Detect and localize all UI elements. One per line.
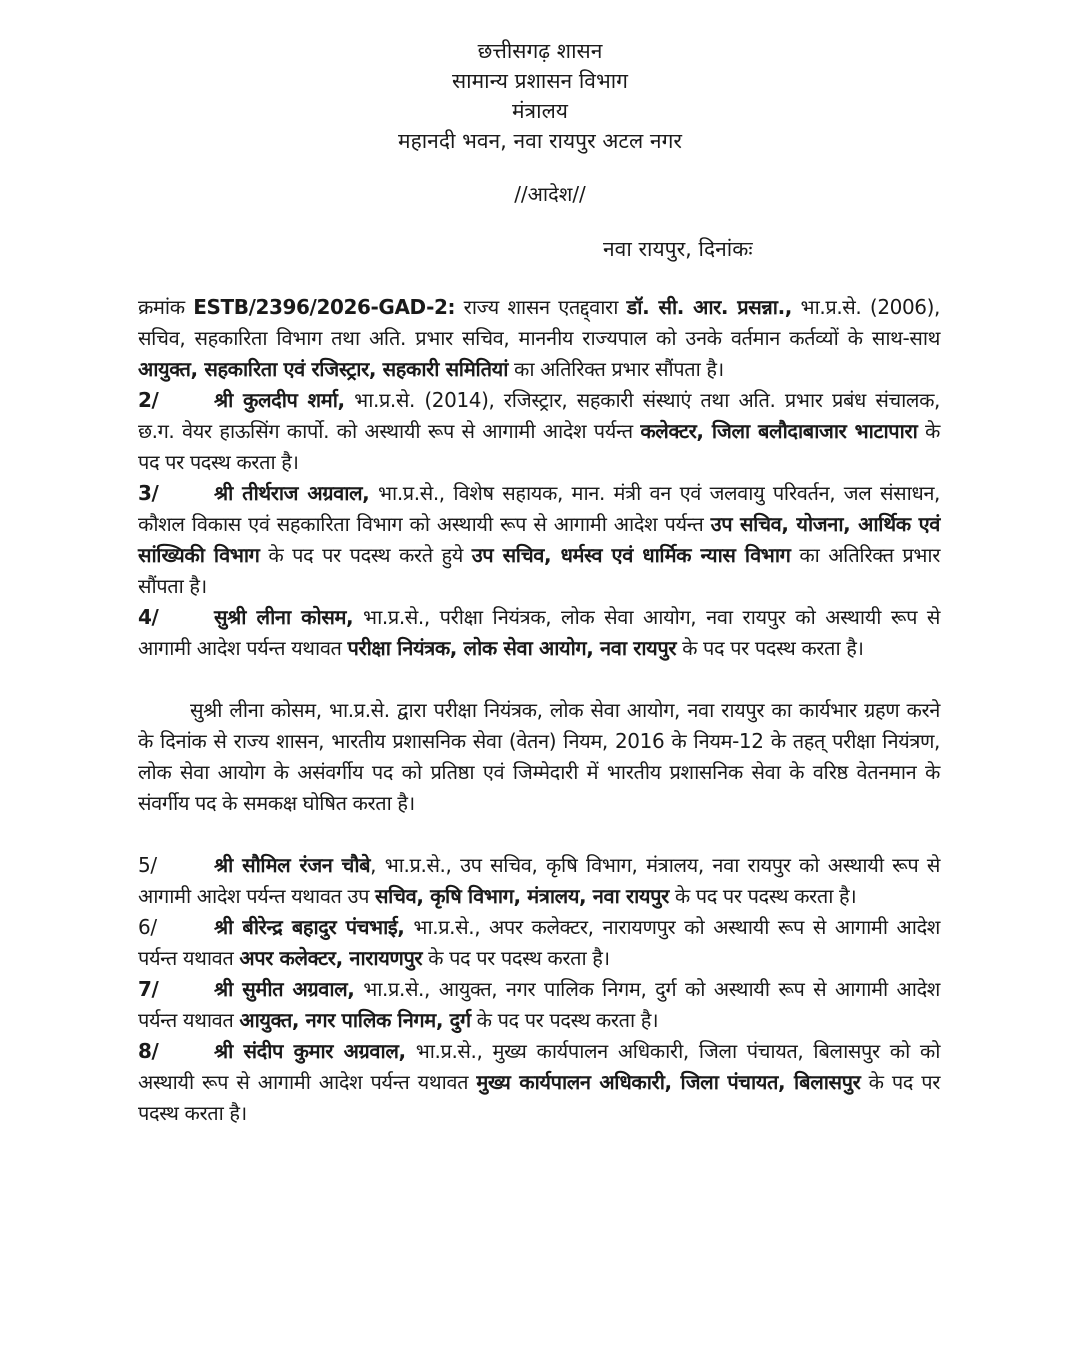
text: भा.प्र.से., अपर कलेक्टर, नारायणपुर को अस्थायी रूप से आगामी आदेश पर्यन्त यथावत (138, 915, 941, 970)
text: के पद पर पदस्थ करता है। (676, 636, 864, 660)
item-number: 2/ (138, 388, 159, 412)
dateline: नवा रायपुर, दिनांकः (603, 237, 753, 261)
posting: उप सचिव, योजना, आर्थिक एवं सांख्यिकी विभाग (138, 512, 940, 567)
officer-name: श्री सौमिल रंजन चौबे (214, 853, 371, 877)
department-name: सामान्य प्रशासन विभाग (451, 69, 629, 93)
officer-name: श्री सुमीत अग्रवाल, (214, 977, 355, 1001)
item-number: 7/ (138, 977, 159, 1001)
paragraph-4-note: सुश्री लीना कोसम, भा.प्र.से. द्वारा परीक्षा नियंत्रक, लोक सेवा आयोग, नवा रायपुर का कार्यभार ग्रहण करने के दिनांक से राज्य शासन, भारतीय प्रशासनिक सेवा (वेतन) नियम, 2016 के नियम-12 के तहत् परीक्षा नियंत्रण, लोक सेवा आयोग के असंवर्गीय पद को प्रतिष्ठा एवं जिम्मेदारी में भारतीय प्रशासनिक सेवा के वरिष्ठ वेतनमान के संवर्गीय पद के समकक्ष घोषित करता है। (138, 698, 940, 815)
posting: अपर कलेक्टर, नारायणपुर (239, 946, 423, 970)
text: के पद पर पदस्थ करता है। (470, 1008, 659, 1032)
text: भा.प्र.से. (2006), सचिव, सहकारिता विभाग तथा अति. प्रभार सचिव, माननीय राज्यपाल को उनके वर्तमान कर्तव्यों के साथ-साथ (138, 295, 940, 350)
paragraph-2 (138, 385, 940, 478)
posting: मुख्य कार्यपालन अधिकारी, जिला पंचायत, बिलासपुर (476, 1070, 861, 1094)
text: के पद पर पदस्थ करता है। (138, 1070, 940, 1125)
text: , भा.प्र.से., उप सचिव, कृषि विभाग, मंत्रालय, नवा रायपुर को अस्थायी रूप से आगामी आदेश पर्यन्त यथावत उप (138, 853, 940, 908)
posting: कलेक्टर, जिला बलौदाबाजार भाटापारा (640, 419, 918, 443)
additional-charge: उप सचिव, धर्मस्व एवं धार्मिक न्यास विभाग (471, 543, 791, 567)
text: राज्य शासन एतद्द्वारा (455, 295, 627, 319)
paragraph-1 (138, 292, 940, 385)
text: भा.प्र.से., आयुक्त, नगर पालिक निगम, दुर्ग को अस्थायी रूप से आगामी आदेश पर्यन्त यथावत (138, 977, 940, 1032)
posting: आयुक्त, नगर पालिक निगम, दुर्ग (239, 1008, 471, 1032)
text: के पद पर पदस्थ करता है। (668, 884, 857, 908)
paragraph-6 (138, 912, 940, 974)
posting: सचिव, कृषि विभाग, मंत्रालय, नवा रायपुर (375, 884, 669, 908)
paragraph-3 (138, 478, 940, 602)
address: महानदी भवन, नवा रायपुर अटल नगर (398, 129, 682, 153)
text: क्रमांक (138, 295, 194, 319)
officer-name: सुश्री लीना कोसम, (214, 605, 354, 629)
text: भा.प्र.से., विशेष सहायक, मान. मंत्री वन एवं जलवायु परिवर्तन, जल संसाधन, कौशल विकास एवं सहकारिता विभाग को अस्थायी रूप से आगामी आदेश पर्यन्त (138, 481, 940, 536)
posting: परीक्षा नियंत्रक, लोक सेवा आयोग, नवा रायपुर (347, 636, 677, 660)
officer-name: श्री कुलदीप शर्मा, (214, 388, 345, 412)
officer-name: श्री तीर्थराज अग्रवाल, (214, 481, 370, 505)
item-number: 6/ (138, 915, 157, 939)
text: का अतिरिक्त प्रभार सौंपता है। (508, 357, 724, 381)
paragraph-7 (138, 974, 940, 1036)
text: भा.प्र.से., मुख्य कार्यपालन अधिकारी, जिला पंचायत, बिलासपुर को को अस्थायी रूप से आगामी आदेश पर्यन्त यथावत (138, 1039, 941, 1094)
item-number: 8/ (138, 1039, 159, 1063)
order-title: //आदेश// (514, 182, 586, 206)
text: के पद पर पदस्थ करते हुये (259, 543, 472, 567)
text: भा.प्र.से. (2014), रजिस्ट्रार, सहकारी संस्थाएं तथा अति. प्रभार प्रबंध संचालक, छ.ग. वेयर हाऊसिंग कार्पो. को अस्थायी रूप से आगामी आदेश पर्यन्त (138, 388, 941, 443)
order-body (138, 292, 940, 1129)
text: के पद पर पदस्थ करता है। (422, 946, 610, 970)
paragraph-4 (138, 602, 940, 664)
state-government: छत्तीसगढ़ शासन (477, 39, 603, 63)
officer-name: डॉ. सी. आर. प्रसन्ना., (626, 295, 792, 319)
officer-name: श्री बीरेन्द्र बहादुर पंचभाई, (214, 915, 405, 939)
item-number: 3/ (138, 481, 159, 505)
item-number: 4/ (138, 605, 159, 629)
text: के पद पर पदस्थ करता है। (138, 419, 940, 474)
posting: आयुक्त, सहकारिता एवं रजिस्ट्रार, सहकारी समितियां (138, 357, 509, 381)
item-number: 5/ (138, 853, 157, 877)
officer-name: श्री संदीप कुमार अग्रवाल, (214, 1039, 406, 1063)
paragraph-5 (138, 850, 940, 912)
text: भा.प्र.से., परीक्षा नियंत्रक, लोक सेवा आयोग, नवा रायपुर को अस्थायी रूप से आगामी आदेश पर्यन्त यथावत (138, 605, 940, 660)
text: का अतिरिक्त प्रभार सौंपता है। (138, 543, 940, 598)
paragraph-8 (138, 1036, 940, 1129)
ministry: मंत्रालय (511, 99, 568, 123)
order-reference: ESTB/2396/2026-GAD-2: (193, 295, 456, 319)
letterhead (0, 36, 1080, 156)
